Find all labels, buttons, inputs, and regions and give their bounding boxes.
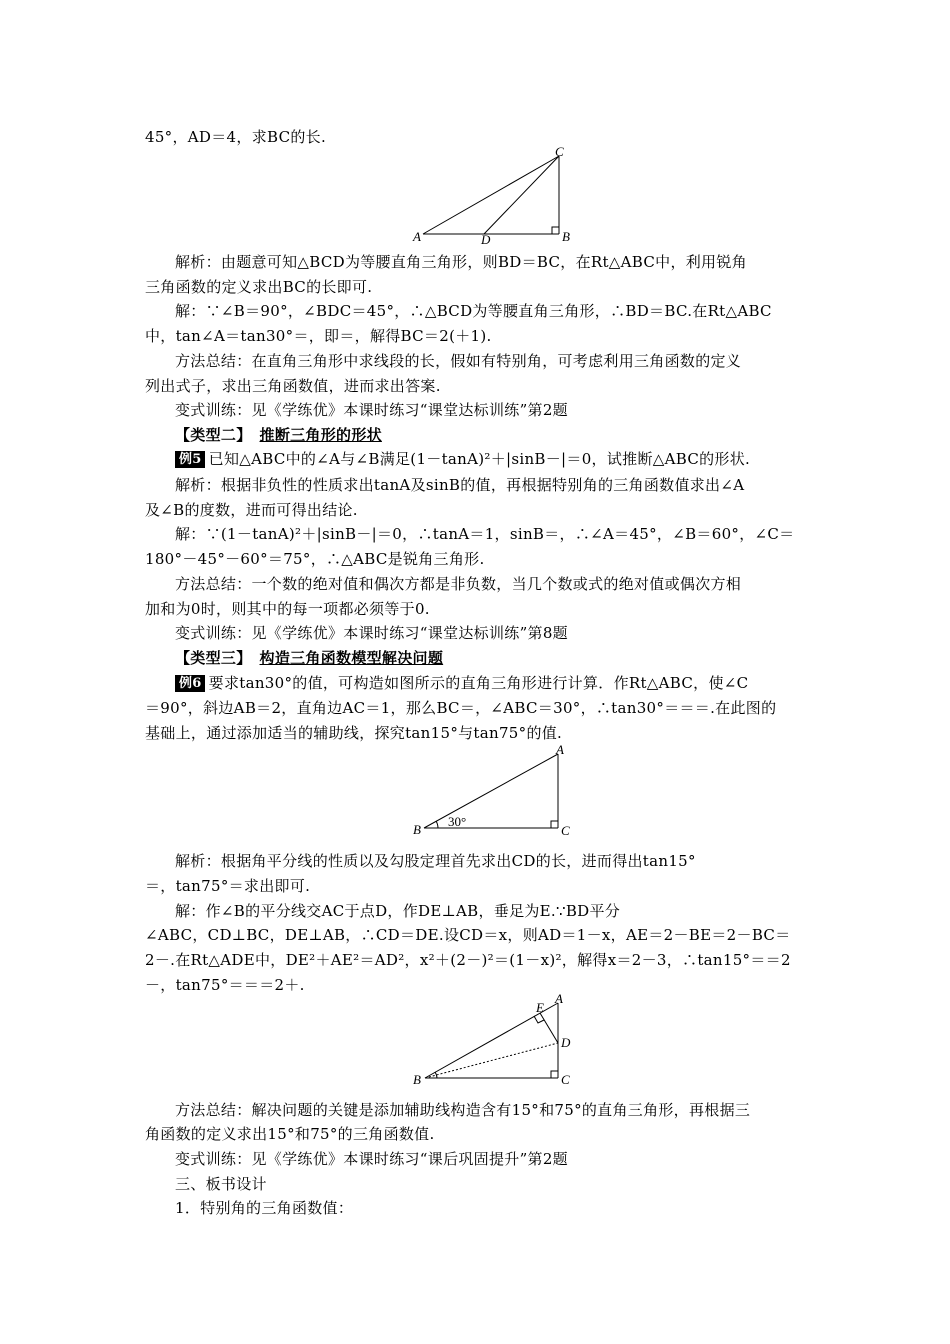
- label-d: D: [561, 1035, 571, 1050]
- text-line: 解析：由题意可知△BCD为等腰直角三角形，则BD＝BC，在Rt△ABC中，利用锐角: [175, 253, 747, 271]
- text-line: ∠ABC，CD⊥BC，DE⊥AB，∴CD＝DE.设CD＝x，则AD＝1－x，AE＝2－BE＝2－BC＝: [145, 926, 791, 944]
- section-heading-type3: [145, 646, 807, 671]
- label-b: B: [562, 229, 570, 244]
- text-line: 解析：根据非负性的性质求出tanA及sinB的值，再根据特别角的三角函数值求出∠A: [175, 476, 745, 494]
- text-line: 变式训练：见《学练优》本课时练习“课堂达标训练”第8题: [175, 624, 568, 642]
- type-title: 推断三角形的形状: [259, 426, 382, 444]
- label-a: A: [555, 991, 563, 1006]
- section-heading-type2: [145, 423, 807, 448]
- text-line: 1．特别角的三角函数值：: [175, 1199, 354, 1217]
- type-title: 构造三角函数模型解决问题: [259, 649, 444, 667]
- label-d: D: [481, 232, 491, 245]
- label-a: A: [556, 742, 564, 757]
- type-label: 【类型二】: [175, 426, 252, 444]
- text-line: 解：∵∠B＝90°，∠BDC＝45°，∴△BCD为等腰直角三角形，∴BD＝BC.在Rt△ABC: [175, 302, 772, 320]
- text-line: 方法总结：解决问题的关键是添加辅助线构造含有15°和75°的直角三角形，再根据三: [175, 1101, 751, 1119]
- label-c: C: [561, 1072, 570, 1087]
- text-line: 方法总结：在直角三角形中求线段的长，假如有特别角，可考虑利用三角函数的定义: [175, 352, 742, 370]
- example-text: 已知△ABC中的∠A与∠B满足(1－tanA)²＋|sinB－|＝0，试推断△ABC的形状.: [208, 450, 751, 468]
- type-label: 【类型三】: [175, 649, 252, 667]
- figure-triangle-30deg: [408, 740, 583, 842]
- figure-angle-bisector: [408, 990, 583, 1090]
- angle-label: 30°: [448, 814, 467, 829]
- text-line: 2－.在Rt△ADE中，DE²＋AE²＝AD²，x²＋(2－)²＝(1－x)²，解得x＝2－3，∴tan15°＝＝2: [145, 951, 791, 969]
- example-5-line: [145, 447, 807, 472]
- section-heading: 三、板书设计: [175, 1175, 267, 1193]
- text-line: 基础上，通过添加适当的辅助线，探究tan15°与tan75°的值.: [145, 724, 563, 742]
- text-line: 及∠B的度数，进而可得出结论.: [145, 501, 358, 519]
- label-a: A: [413, 229, 421, 244]
- text-line: ＝90°，斜边AB＝2，直角边AC＝1，那么BC＝，∠ABC＝30°，∴tan30°＝＝＝.在此图的: [145, 699, 777, 717]
- label-c: C: [555, 144, 564, 159]
- text-line: ＝，tan75°＝求出即可.: [145, 877, 311, 895]
- text-line: 解：∵(1－tanA)²＋|sinB－|＝0，∴tanA＝1，sinB＝，∴∠A＝45°，∠B＝60°，∠C＝: [175, 525, 795, 543]
- text-line: 列出式子，求出三角函数值，进而求出答案.: [145, 377, 441, 395]
- text-line: －，tan75°＝＝＝2＋.: [145, 976, 305, 994]
- text-line: 中，tan∠A＝tan30°＝，即＝，解得BC＝2(＋1).: [145, 327, 492, 345]
- label-c: C: [561, 823, 570, 838]
- text-line: 变式训练：见《学练优》本课时练习“课后巩固提升”第2题: [175, 1150, 568, 1168]
- text-line: 解析：根据角平分线的性质以及勾股定理首先求出CD的长，进而得出tan15°: [175, 852, 696, 870]
- figure-triangle-abc-d: [405, 143, 580, 245]
- label-e: E: [536, 1000, 544, 1015]
- text-line: 角函数的定义求出15°和75°的三角函数值.: [145, 1125, 435, 1143]
- label-b: B: [413, 822, 421, 837]
- text-line: 45°，AD＝4，求BC的长.: [145, 128, 327, 146]
- example-tag: 例6: [175, 675, 205, 692]
- example-text: 要求tan30°的值，可构造如图所示的直角三角形进行计算．作Rt△ABC，使∠C: [208, 674, 749, 692]
- text-line: 变式训练：见《学练优》本课时练习“课堂达标训练”第2题: [175, 401, 568, 419]
- text-line: 解：作∠B的平分线交AC于点D，作DE⊥AB，垂足为E.∵BD平分: [175, 902, 621, 920]
- text-line: 三角函数的定义求出BC的长即可.: [145, 278, 373, 296]
- text-line: 180°－45°－60°＝75°，∴△ABC是锐角三角形.: [145, 550, 485, 568]
- example-6-line: [145, 671, 807, 696]
- example-tag: 例5: [175, 451, 205, 468]
- label-b: B: [413, 1072, 421, 1087]
- text-line: 方法总结：一个数的绝对值和偶次方都是非负数，当几个数或式的绝对值或偶次方相: [175, 575, 742, 593]
- text-line: 加和为0时，则其中的每一项都必须等于0.: [145, 600, 430, 618]
